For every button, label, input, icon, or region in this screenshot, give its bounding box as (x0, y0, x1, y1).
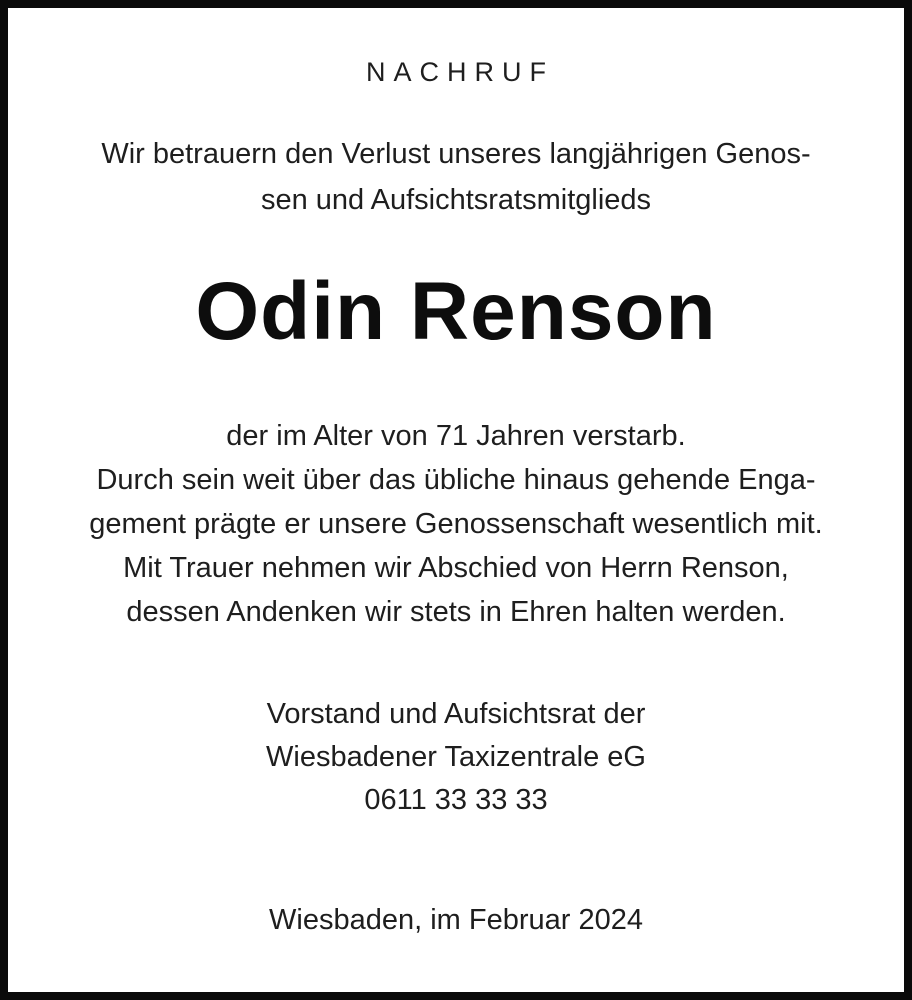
intro-line: sen und Aufsichtsratsmitglieds (260, 184, 652, 216)
notice-body (8, 414, 904, 634)
body-line: der im Alter von 71 Jahren verstarb. (226, 420, 686, 452)
body-line: dessen Andenken wir stets in Ehren halten werden. (126, 596, 786, 628)
body-line: Durch sein weit über das übliche hinaus gehende Enga- (96, 464, 816, 496)
signature-line-phone: 0611 33 33 33 (364, 784, 548, 816)
signature-line-organization: Vorstand und Aufsichtsrat der (266, 698, 646, 730)
dateline: Wiesbaden, im Februar 2024 (269, 904, 643, 936)
intro-line: Wir betrauern den Verlust unseres langjährigen Genos- (101, 138, 811, 170)
deceased-name: Odin Renson (195, 266, 717, 357)
body-line: Mit Trauer nehmen wir Abschied von Herrn Renson, (123, 552, 789, 584)
notice-intro (8, 131, 904, 223)
notice-kicker: NACHRUF (366, 57, 554, 87)
signature-line-company: Wiesbadener Taxizentrale eG (266, 741, 646, 773)
signature-block (8, 693, 904, 822)
body-line: gement prägte er unsere Genossenschaft wesentlich mit. (89, 508, 823, 540)
